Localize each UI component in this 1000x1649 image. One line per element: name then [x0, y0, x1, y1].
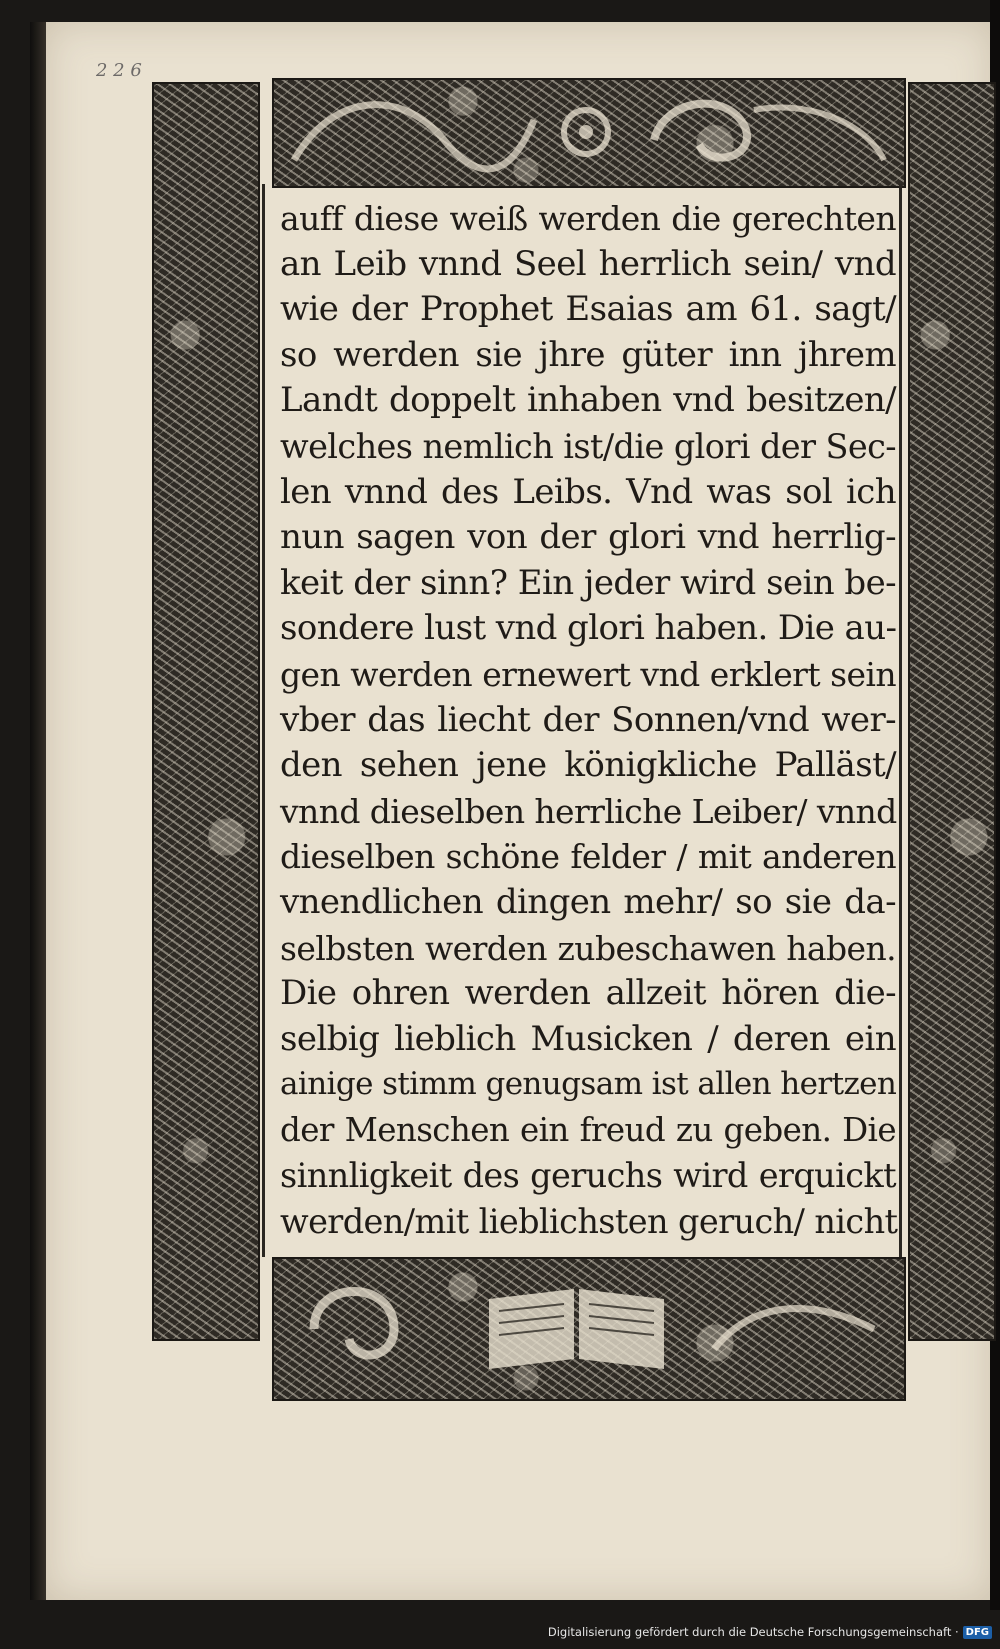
text-line: welches nemlich ist/die glori der Sec-: [280, 426, 896, 466]
floral-scroll-ornament-icon: [274, 80, 904, 186]
woodcut-border-bottom: [272, 1257, 906, 1401]
text-line: auff diese weiß werden die gerechten: [280, 199, 896, 238]
body-text: [280, 196, 896, 1245]
text-line: werden/mit lieblichsten geruch/ nicht: [280, 1202, 898, 1242]
text-line: vnendlichen dingen mehr/ so sie da-: [280, 881, 896, 922]
woodcut-border-top: [272, 78, 906, 188]
text-line: Landt doppelt inhaben vnd besitzen/: [280, 380, 896, 421]
text-line: vber das liecht der Sonnen/vnd wer-: [280, 699, 896, 740]
text-line: vnnd dieselben herrliche Leiber/ vnnd: [280, 791, 897, 831]
text-line: nun sagen von der glori vnd herrlig-: [280, 517, 896, 558]
text-line: gen werden ernewert vnd erklert sein: [280, 654, 896, 694]
text-line: so werden sie jhre güter inn jhrem: [280, 334, 896, 375]
text-line: sondere lust vnd glori haben. Die au-: [280, 608, 897, 649]
text-line: wie der Prophet Esaias am 61. sagt/: [280, 289, 896, 330]
pencil-annotation: 2 2 6: [96, 60, 142, 81]
text-line: keit der sinn? Ein jeder wird sein be-: [280, 562, 896, 603]
text-line: selbig lieblich Musicken / deren ein: [280, 1018, 896, 1059]
woodcut-border-right: [908, 82, 996, 1341]
woodcut-border-left: [152, 82, 260, 1341]
text-line: len vnnd des Leibs. Vnd was sol ich: [280, 471, 896, 512]
credit-text: Digitalisierung gefördert durch die Deutsche Forschungsgemeinschaft ·: [547, 1625, 959, 1639]
text-line: ainige stimm genugsam ist allen hertzen: [280, 1066, 897, 1103]
text-line: Die ohren werden allzeit hören die-: [280, 973, 896, 1014]
text-line: sinnligkeit des geruchs wird erquickt: [280, 1156, 896, 1196]
text-line: den sehen jene königkliche Palläst/: [280, 745, 896, 786]
dfg-credit: [548, 1619, 992, 1645]
text-line: selbsten werden zubeschawen haben.: [280, 928, 896, 968]
open-book-ornament-icon: [274, 1259, 904, 1399]
dfg-logo-icon[interactable]: DFG: [963, 1626, 992, 1639]
text-line: dieselben schöne felder / mit anderen: [280, 837, 896, 877]
text-line: der Menschen ein freud zu geben. Die: [280, 1110, 896, 1149]
text-line: an Leib vnnd Seel herrlich sein/ vnd: [280, 243, 896, 284]
